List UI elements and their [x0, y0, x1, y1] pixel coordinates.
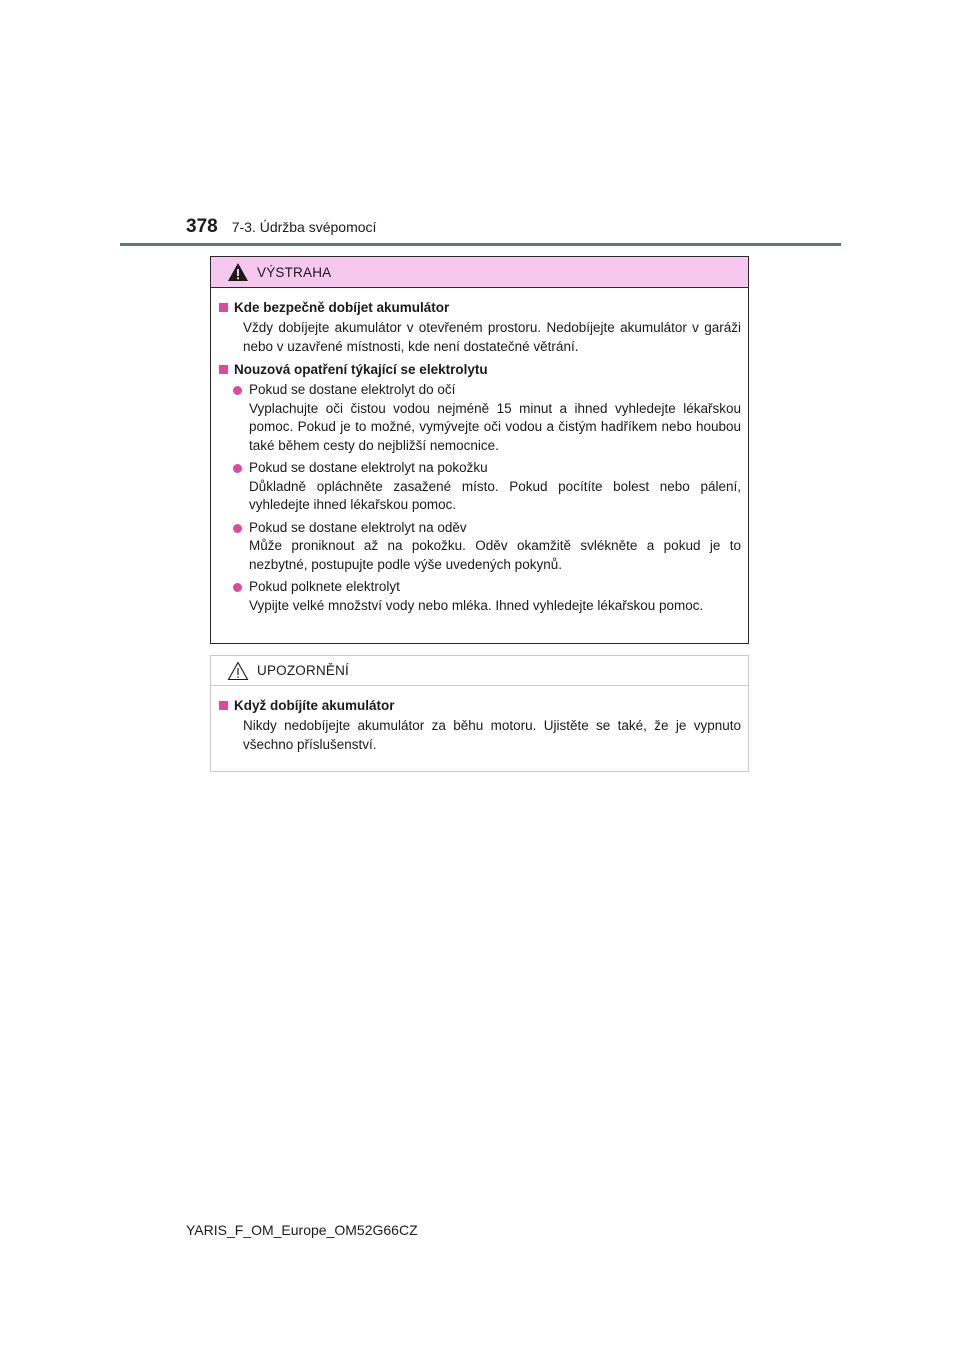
header-rule — [120, 243, 841, 246]
round-bullet-icon — [233, 464, 242, 473]
square-bullet-icon — [219, 365, 228, 374]
sub-content — [249, 519, 741, 575]
square-bullet-icon — [219, 701, 228, 710]
caution-box — [210, 655, 749, 772]
sub-content — [249, 578, 741, 615]
item-text: Nikdy nedobíjejte akumulátor za běhu motoru. Ujistěte se také, že je vypnuto všechno příslušenství. — [243, 718, 741, 752]
sub-item-text: Důkladně opláchněte zasažené místo. Pokud pocítíte bolest nebo pálení, vyhledejte ihned lékařskou pomoc. — [249, 478, 741, 512]
item-heading-text: Když dobíjíte akumulátor — [234, 698, 395, 713]
sub-item-text: Vyplachujte oči čistou vodou nejméně 15 minut a ihned vyhledejte lékařskou pomoc. Pokud je to možné, vymývejte oči vodou a čistým hadříkem nebo houbou také během cesty do nejbližší nemocnice. — [249, 400, 741, 453]
page-number: 378 — [186, 216, 218, 237]
item-heading — [219, 360, 741, 379]
warning-box — [210, 256, 749, 644]
sub-item — [219, 578, 741, 615]
section-title: 7-3. Údržba svépomocí — [231, 219, 377, 235]
caution-box-body — [211, 686, 748, 754]
sub-content — [249, 381, 741, 455]
sub-item-title: Pokud se dostane elektrolyt do očí — [249, 382, 456, 397]
item-text: Vždy dobíjejte akumulátor v otevřeném prostoru. Nedobíjejte akumulátor v garáži nebo v uzavřené místnosti, kde není dostatečné větrání. — [243, 320, 741, 354]
sub-item-text: Vypijte velké množství vody nebo mléka. Ihned vyhledejte lékařskou pomoc. — [249, 597, 704, 613]
sub-content — [249, 459, 741, 515]
item-heading — [219, 298, 741, 317]
square-bullet-icon — [219, 303, 228, 312]
sub-item — [219, 519, 741, 575]
item-heading — [219, 696, 741, 715]
sub-item-text: Může proniknout až na pokožku. Oděv okamžitě svlékněte a pokud je to nezbytné, postupujte podle výše uvedených pokynů. — [249, 538, 741, 572]
warning-box-header — [211, 257, 748, 288]
sub-item — [219, 459, 741, 515]
caution-label: UPOZORNĚNÍ — [257, 663, 350, 678]
sub-item-title: Pokud se dostane elektrolyt na oděv — [249, 519, 467, 535]
warning-label: VÝSTRAHA — [257, 264, 332, 280]
item-heading-text: Kde bezpečně dobíjet akumulátor — [234, 300, 450, 315]
round-bullet-icon — [233, 583, 242, 592]
round-bullet-icon — [233, 524, 242, 533]
caution-box-header — [211, 656, 748, 686]
sub-item-title: Pokud polknete elektrolyt — [249, 579, 400, 594]
sub-item — [219, 381, 741, 455]
document-footer: YARIS_F_OM_Europe_OM52G66CZ — [186, 1222, 418, 1238]
sub-item-title: Pokud se dostane elektrolyt na pokožku — [249, 460, 488, 475]
item-heading-text: Nouzová opatření týkající se elektrolytu — [234, 362, 488, 377]
warning-box-body — [211, 288, 748, 615]
warning-triangle-icon — [227, 262, 249, 282]
page-header — [186, 216, 376, 242]
caution-triangle-icon — [227, 661, 249, 681]
round-bullet-icon — [233, 386, 242, 395]
